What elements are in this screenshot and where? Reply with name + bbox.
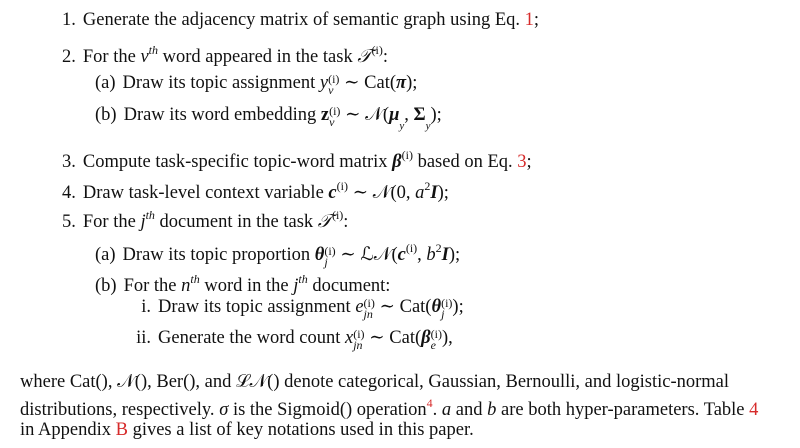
- step-1: 1. Generate the adjacency matrix of semantic graph using Eq. 1;: [62, 10, 540, 30]
- step-5b-ii: ii. Generate the word count x (i) jn ∼ Cat(β (i) e ),: [136, 327, 453, 352]
- footnote-link[interactable]: 4: [426, 395, 433, 410]
- eq-ref-link[interactable]: 1: [524, 10, 534, 30]
- step-5: 5. For the $j^{th}$ document in the task 𝒯$^{(i)}$:: [62, 208, 349, 232]
- step-5b-i: i. Draw its topic assignment e (i) jn ∼ Cat(θ (i) j );: [141, 296, 464, 321]
- table-ref-link[interactable]: 4: [749, 399, 759, 420]
- step-5a: (a) Draw its topic proportion θ (i) j ∼ $ℒ𝒩(c^{(i)}$, $b^2I$);: [95, 241, 461, 269]
- step-4: 4. Draw task-level context variable $c^{(i)}$ ∼ 𝒩(0, $a^2I$);: [62, 179, 449, 203]
- step-5b: (b) For the $n^{th}$ word in the $j^{th}$ document:: [95, 272, 391, 296]
- step-3: 3. Compute task-specific topic-word matrix $\beta^{(i)}$ based on Eq. 3;: [62, 148, 532, 172]
- step-2: 2. For the $v^{th}$ word appeared in the task 𝒯$^{(i)}$:: [62, 43, 388, 67]
- explanation-paragraph: where Cat(), 𝒩(), Ber(), and ℒ𝒩() denote categorical, Gaussian, Bernoulli, and logistic-normal distributions, respectively. σ is the Sigmoid() operation$^4$. a and b are both hyper-parameters. Table 4 in Appendix B gives a list of key notations used in this paper.: [20, 372, 759, 440]
- step-2a: (a) Draw its topic assignment y (i) v ∼ Cat(π);: [95, 72, 418, 97]
- eq-ref-link[interactable]: 3: [517, 152, 527, 172]
- appendix-ref-link[interactable]: B: [115, 420, 128, 440]
- step-2b: (b) Draw its word embedding z (i) v ∼ 𝒩(μ y , Σ y );: [95, 104, 442, 132]
